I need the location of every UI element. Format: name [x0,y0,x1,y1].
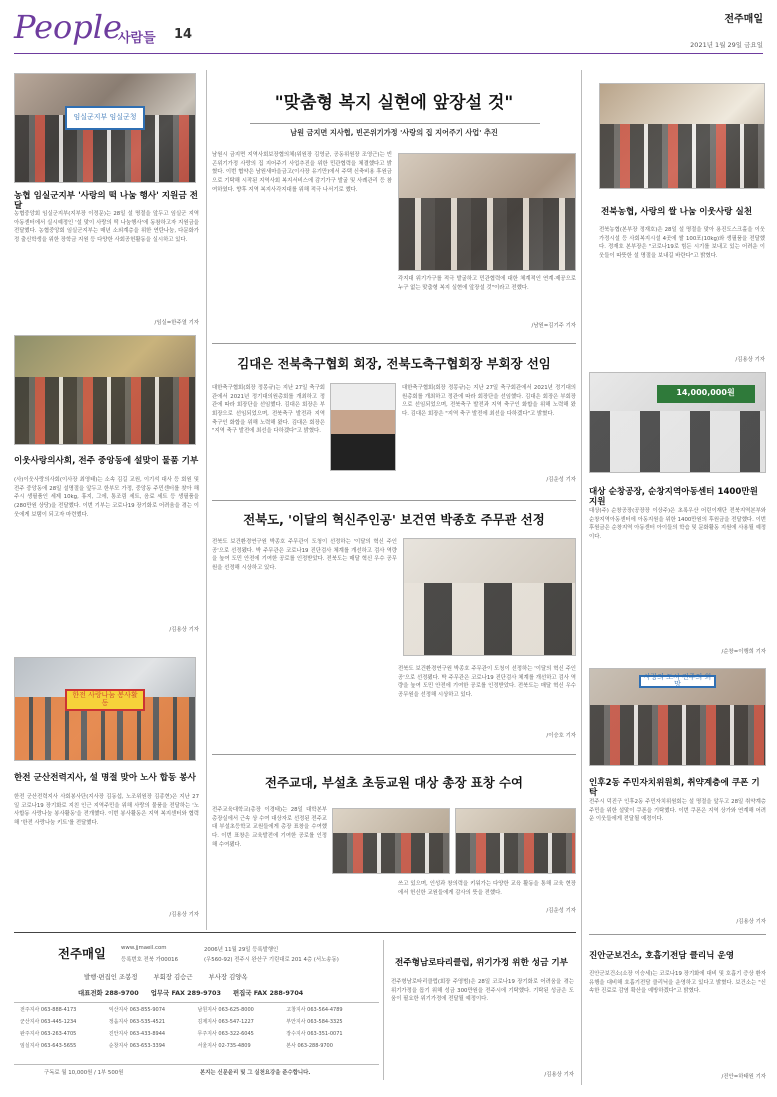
body-center-b-1: 대한축구협회(회장 정몽규)는 지난 27일 축구회관에서 2021년 정기대의원총회를 개최하고 정관에 따라 회장단을 선임했다. 김대은 회장은 부회장으로 선임되었으며, 전북축구 발전과 지역 축구인 화합을 위해 노력해 왔다. 김대은 회장은 "지역 축구 발전에 최선을 다하겠다"고 밝혔다. [212,385,325,435]
imprint-reg: 등록번호 전북 가00016 [121,957,179,963]
body-left-3: 한전 군산전력지사 사회봉사단(지사장 김동섭, 노조위원장 김종현)은 지난 27일 코로나19 장기화로 지친 인근 지역주민을 위해 사랑의 물품을 전달하는 '노사합동 사랑나눔 봉사활동'을 전개했다. 이번 봉사활동은 지역 복지센터와 협력해 '한전 사랑나눔 키트'를 전달했다. [14,794,199,826]
byline-left-3: /김용상 기자 [169,912,199,918]
lead-photo [398,153,576,271]
ethics-notice: 본지는 신문윤리 및 그 실천요강을 준수합니다. [200,1070,311,1076]
lead-subtitle: 남원 금지면 지사협, 빈곤위기가정 '사랑의 집 지어주기 사업' 추진 [290,128,498,137]
body-right-4: 진안군보건소(소장 이승세)는 코로나19 장기화에 대비 및 호흡기 증상 환자 유행을 대비해 호흡기전담 클리닉을 운영하고 있다고 밝혔다. 보건소는 "신속한 진료로 감염 확산을 예방하겠다"고 밝혔다. [589,971,766,995]
masthead [14,10,763,54]
branch-cell: 전주지사 063-888-4173 [20,1007,77,1013]
body-left-1: 농협중앙회 임실군지부(지부장 이정문)는 28일 설 명절을 앞두고 임실군 지역아동센터에서 실시예정인 '설 맞이 사랑의 떡 나눔행사'에 동참하고자 지원금을 전달했다. 농협중앙회 임실군지부는 매년 소외계층을 위한 연탄나눔, 다문화가정 출신학생을 위한 장학금 지원 등 다양한 사회공헌활동을 실시하고 있다. [14,211,199,243]
branch-cell: 익산지사 063-855-9074 [108,1007,166,1013]
byline-center-c: /이승호 기자 [546,733,576,739]
tel-biz: 업무국 FAX 289-9703 [150,989,221,997]
photo-right-1 [599,83,765,189]
headline-right-3: 인후2동 주민자치위원회, 취약계층에 쿠폰 기탁 [589,778,760,799]
byline-right-3: /김용상 기자 [736,919,766,925]
headline-right-2: 대상 순창공장, 순창지역아동센터 1400만원 지원 [589,487,758,508]
branch-cell: 서울지사 02-735-4809 [197,1043,251,1049]
branch-cell: 본사 063-288-9700 [286,1043,333,1049]
tel-edit: 편집국 FAX 288-9704 [232,989,304,997]
subscription-note: 구독료 월 10,000원 / 1부 500원 [44,1070,124,1076]
photo-center-d-1 [332,808,450,874]
branch-table [20,1006,375,1049]
headline-left-2: 이웃사랑의사회, 전주 중앙동에 설맞이 물품 기부 [14,456,199,466]
imprint-chief: 부사장 김양옥 [208,973,248,981]
photo-left-3 [14,657,196,761]
byline-center-b: /김운성 기자 [546,477,576,483]
branch-cell: 고창지사 063-564-4789 [286,1007,343,1013]
photo-banner: 사랑의 도시 전주의 희망 [639,675,716,688]
imprint-editor: 부회장 김승근 [153,973,193,981]
lead-byline: /남원=김기주 기자 [531,323,576,329]
branch-cell: 임실지사 063-643-5655 [20,1043,77,1049]
lead-body: 남원시 금지면 지역사회보장협의체(위원장 김영균, 공동위원장 조영근)는 빈곤위기가정 사랑의 집 지어주기 사업추진을 위한 민관협력을 체결했다고 밝혔다. 이번 협약은 남원새마을금고(이사장 유기만)에서 주택 신축비용 후원금으로 기탁해 시작된 지역사회 복지서비스에 감기가구 발굴 및 사례관리 등 참여하였다. 향후 지역 복지사각지대를 위해 적극 나서기로 했다. [212,152,392,193]
body-left-2: (사)이웃사랑의사회(이사장 최영태)는 소속 김길 교원, 이기석 대사 등 회원 및 전주 중앙동에 28일 설명절을 앞두고 한부모 가정, 중앙동 주민센터를 찾아 해주시 생필품인 세제 10kg, 휴지, 그에, 통조림 세트, 음료 세트 등 생필품을 (280만원 상당)을 전달했다. 이번 기부는 코로나19 장기화로 어려움을 겪는 이웃에게 보탬이 되고자 마련했다. [14,477,199,518]
branch-cell: 김제지사 063-547-1227 [197,1019,254,1025]
section-title-ko: 사람들 [118,31,156,46]
byline-center-d: /김운성 기자 [546,908,576,914]
section-title: People [14,8,122,46]
photo-left-2 [14,335,196,445]
photo-center-d-2 [455,808,576,874]
caption-center-c: 전북도 보건환경연구원 박종호 주무관이 도청이 선정하는 '이달의 혁신 주인공'으로 선정됐다. 박 주무관은 코로나19 진단검사 체계를 개선하고 검사 역량을 높여 도민 안전에 기여한 공로를 인정받았다. 전북도는 매달 혁신 우수 공무원을 선정해 시상하고 있다. [398,666,576,698]
imprint-address: (우560-92) 전주시 완산구 기린대로 201 4층 (서노송동) [204,957,339,963]
photo-center-c [403,538,576,656]
body-center-b-2: 대한축구협회(회장 정몽규)는 지난 27일 축구회관에서 2021년 정기대의원총회를 개최하고 정관에 따라 회장단을 선임했다. 김대은 회장은 부회장으로 선임되었으며, 전북축구 발전과 지역 축구인 화합을 위해 노력해 왔다. 김대은 회장은 "지역 축구 발전에 최선을 다하겠다"고 밝혔다. [402,385,576,417]
branch-cell: 정읍지사 063-535-4521 [108,1019,166,1025]
issue-date: 2021년 1월 29일 금요일 [690,41,763,49]
byline-left-1: /임실=한주열 기자 [154,320,199,326]
body-center-c: 전북도 보건환경연구원 박종호 주무관이 도청이 선정하는 '이달의 혁신 주인공'으로 선정됐다. 박 주무관은 코로나19 진단검사 체계를 개선하고 검사 역량을 높여 도민 안전에 기여한 공로를 인정받았다. 전북도는 매달 혁신 우수 공무원을 선정해 시상하고 있다. [212,539,397,571]
imprint-url: www.jjmaeil.com [121,945,167,951]
body-right-2: 대상(주) 순창공장(공장장 이상주)은 초록우산 어린이재단 전북지역본부와 순창지역아동센터에 아동지원을 위한 1400만원의 후원금을 전달했다. 이번 후원금은 순창지역 아동센터 아이들의 학습 및 문화활동 지원에 사용될 예정이다. [589,508,766,540]
branch-cell: 군산지사 063-445-1234 [20,1019,77,1025]
photo-right-3 [589,668,766,766]
imprint-paper: 전주매일 [58,946,106,961]
byline-right-1: /김용상 기자 [735,357,765,363]
headline-left-3: 한전 군산전력지사, 설 명절 맞아 노사 합동 봉사 [14,773,196,783]
headline-center-c: 전북도, '이달의 혁신주인공' 보건연 박종호 주무관 선정 [243,512,545,527]
imprint-box [14,936,379,1080]
byline-right-4: /진안=하태원 기자 [721,1074,766,1080]
paper-name: 전주매일 [724,14,763,25]
body-right-1: 전북농협(본부장 정재호)은 28일 설 명절을 맞아 용진도스크홀을 이웃가정시설 등 사회복지시설 4곳에 쌀 100포(10kg)와 생필품을 전달했다. 정재호 본부장은 "코로나19로 힘든 시기를 보내고 있는 어려운 이웃들이 따뜻한 설 명절을 보내길 바란다"고 밝혔다. [599,227,765,259]
body-center-d: 전주교육대학교(총장 이경태)는 28일 대학본부 총장실에서 근속 상 수여 대상자로 선정된 전주교대 부설초등학교 교원들에게 총장 표창을 수여했다. 이번 표창은 교육발전에 기여한 공로를 인정해 수여됐다. [212,807,327,848]
branch-cell: 무주지사 063-322-6045 [197,1031,254,1037]
headline-right-1: 전북농협, 사랑의 쌀 나눔 이웃사랑 실천 [601,207,753,217]
photo-left-1 [14,73,196,183]
headline-bottom-b: 전주형남로타리클럽, 위기가정 위한 성금 기부 [395,958,568,968]
donation-amount: 14,000,000원 [657,385,755,403]
headline-left-1: 농협 임실군지부 '사랑의 떡 나눔 행사' 지원금 전달 [14,191,198,212]
branch-cell: 부안지사 063-584-3325 [286,1019,343,1025]
portrait-photo [330,383,396,471]
body-right-3: 전주시 덕진구 인후2동 주민자치위원회는 설 명절을 앞두고 28일 취약계층 주민을 위한 설맞이 쿠폰을 기탁했다. 이번 쿠폰은 지역 상가와 연계해 어려운 이웃들에게 전달될 예정이다. [589,799,766,823]
tel-main: 대표전화 288-9700 [78,989,139,997]
headline-center-d: 전주교대, 부설초 초등교원 대상 총장 표창 수여 [264,775,523,790]
branch-cell: 장수지사 063-351-0071 [286,1031,343,1037]
body-bottom-b: 전주형남로타리클럽(회장 주영범)은 28일 코로나19 장기화로 어려움을 겪는 위기가정을 돕기 위해 성금 300만원을 전주시에 기탁했다. 기탁된 성금은 도움이 필요한 위기가정에 전달될 예정이다. [391,979,574,1003]
headline-center-b: 김대은 전북축구협회 회장, 전북도축구협회장 부회장 선임 [237,356,551,371]
branch-cell: 순창지사 063-653-3394 [108,1043,166,1049]
branch-cell: 진안지사 063-433-8944 [108,1031,166,1037]
headline-right-4: 진안군보건소, 호흡기전담 클리닉 운영 [589,951,735,961]
byline-left-2: /김용상 기자 [169,627,199,633]
lead-headline: "맞춤형 복지 실현에 앞장설 것" [274,93,514,113]
photo-banner: 임실군지부 임실군청 [65,106,144,130]
body-center-d-3: 쓰고 있으며, 인성과 창의력을 키워가는 다양한 교육 활동을 통해 교육 현장에서 헌신한 교원들에게 감사의 뜻을 전했다. [398,881,576,896]
page-number: 14 [174,27,193,42]
photo-banner: 한전 사랑나눔 봉사활동 [65,689,144,711]
branch-cell: 완주지사 063-263-4705 [20,1031,77,1037]
branch-cell: 남원지사 063-625-8000 [197,1007,254,1013]
byline-right-2: /순창=이행희 기자 [721,649,766,655]
imprint-reg-date: 2006년 11월 29일 등록발행인 [204,947,279,953]
lead-caption: 각지대 위기가구를 적극 발굴하고 민관협력에 대한 체계적인 연계·제공으로 누구 없는 맞춤형 복지 실현에 앞장설 것"이라고 전했다. [398,276,576,291]
imprint-publisher: 발행·편집인 조봉정 [84,973,138,981]
photo-right-2 [589,372,766,473]
byline-bottom-b: /김용상 기자 [544,1072,574,1078]
